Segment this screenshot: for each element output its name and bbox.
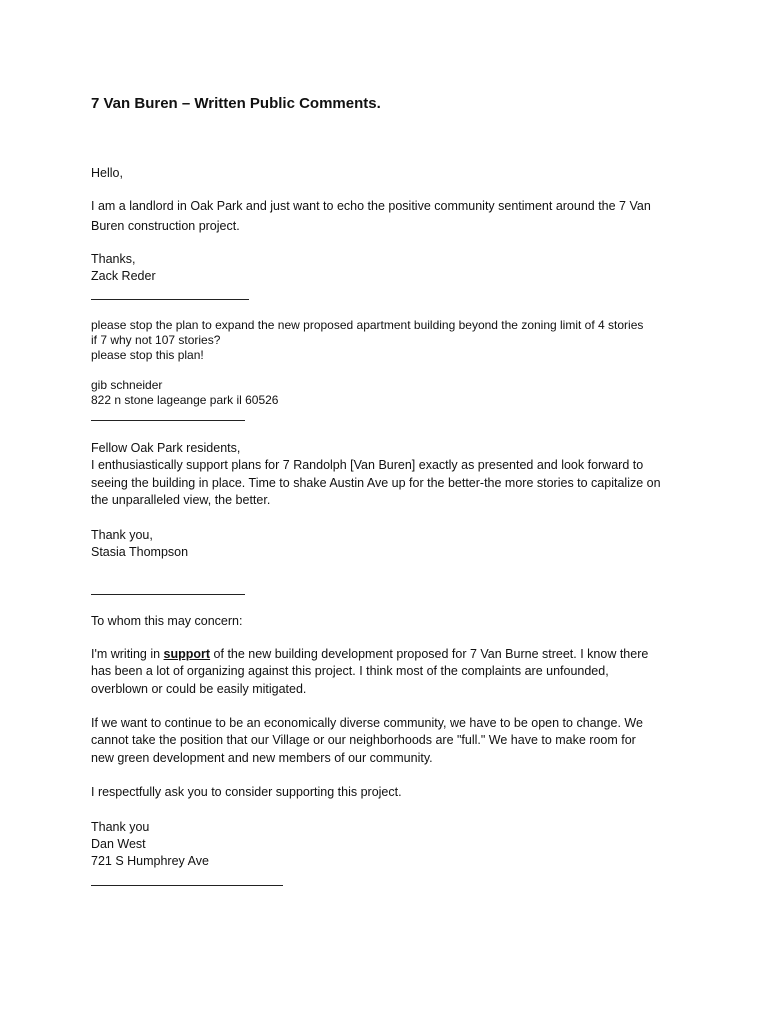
comment4-p2-line2: cannot take the position that our Village or our neighborhoods are "full." We have to make room for [91, 733, 636, 747]
comment3-line2: seeing the building in place. Time to shake Austin Ave up for the better-the more stories to capitalize on [91, 476, 661, 490]
comment3-line3: the unparalleled view, the better. [91, 493, 271, 507]
support-emphasis: support [163, 647, 211, 661]
comment4-p1-pre: I'm writing in [91, 647, 164, 661]
comment2-address: 822 n stone lageange park il 60526 [91, 393, 279, 407]
comment3-greeting: Fellow Oak Park residents, [91, 441, 241, 455]
comment4-p1-post: of the new building development proposed for 7 Van Burne street. I know there [210, 647, 649, 661]
separator-line [91, 885, 283, 886]
comment2-line1: please stop the plan to expand the new proposed apartment building beyond the zoning limit of 4 stories [91, 318, 644, 332]
comment4-p2-line3: new green development and new members of our community. [91, 751, 433, 765]
comment2-line3: please stop this plan! [91, 348, 204, 362]
comment2-line2: if 7 why not 107 stories? [91, 333, 221, 347]
comment1-greeting: Hello, [91, 166, 123, 180]
comment1-body-line1: I am a landlord in Oak Park and just want to echo the positive community sentiment around the 7 Van [91, 199, 651, 213]
comment4-signoff: Thank you [91, 820, 150, 834]
separator-line [91, 299, 249, 300]
comment1-body-line2: Buren construction project. [91, 219, 240, 233]
comment1-signoff: Thanks, [91, 252, 136, 266]
comment4-greeting: To whom this may concern: [91, 614, 243, 628]
comment1-name: Zack Reder [91, 269, 156, 283]
comment4-p2-line1: If we want to continue to be an economically diverse community, we have to be open to change. We [91, 716, 643, 730]
separator-line [91, 420, 245, 421]
comment4-name: Dan West [91, 837, 146, 851]
comment4-p3: I respectfully ask you to consider supporting this project. [91, 785, 402, 799]
comment4-p1-line2: has been a lot of organizing against this project. I think most of the complaints are unfounded, [91, 664, 609, 678]
page-title: 7 Van Buren – Written Public Comments. [91, 95, 381, 112]
comment2-name: gib schneider [91, 378, 163, 392]
comment3-line1: I enthusiastically support plans for 7 Randolph [Van Buren] exactly as presented and look forward to [91, 458, 644, 472]
comment4-p1-line3: overblown or could be easily mitigated. [91, 682, 307, 696]
separator-line [91, 594, 245, 595]
comment4-address: 721 S Humphrey Ave [91, 854, 209, 868]
comment4-p1-line1 [91, 646, 648, 663]
comment3-signoff: Thank you, [91, 528, 153, 542]
comment3-name: Stasia Thompson [91, 545, 189, 559]
